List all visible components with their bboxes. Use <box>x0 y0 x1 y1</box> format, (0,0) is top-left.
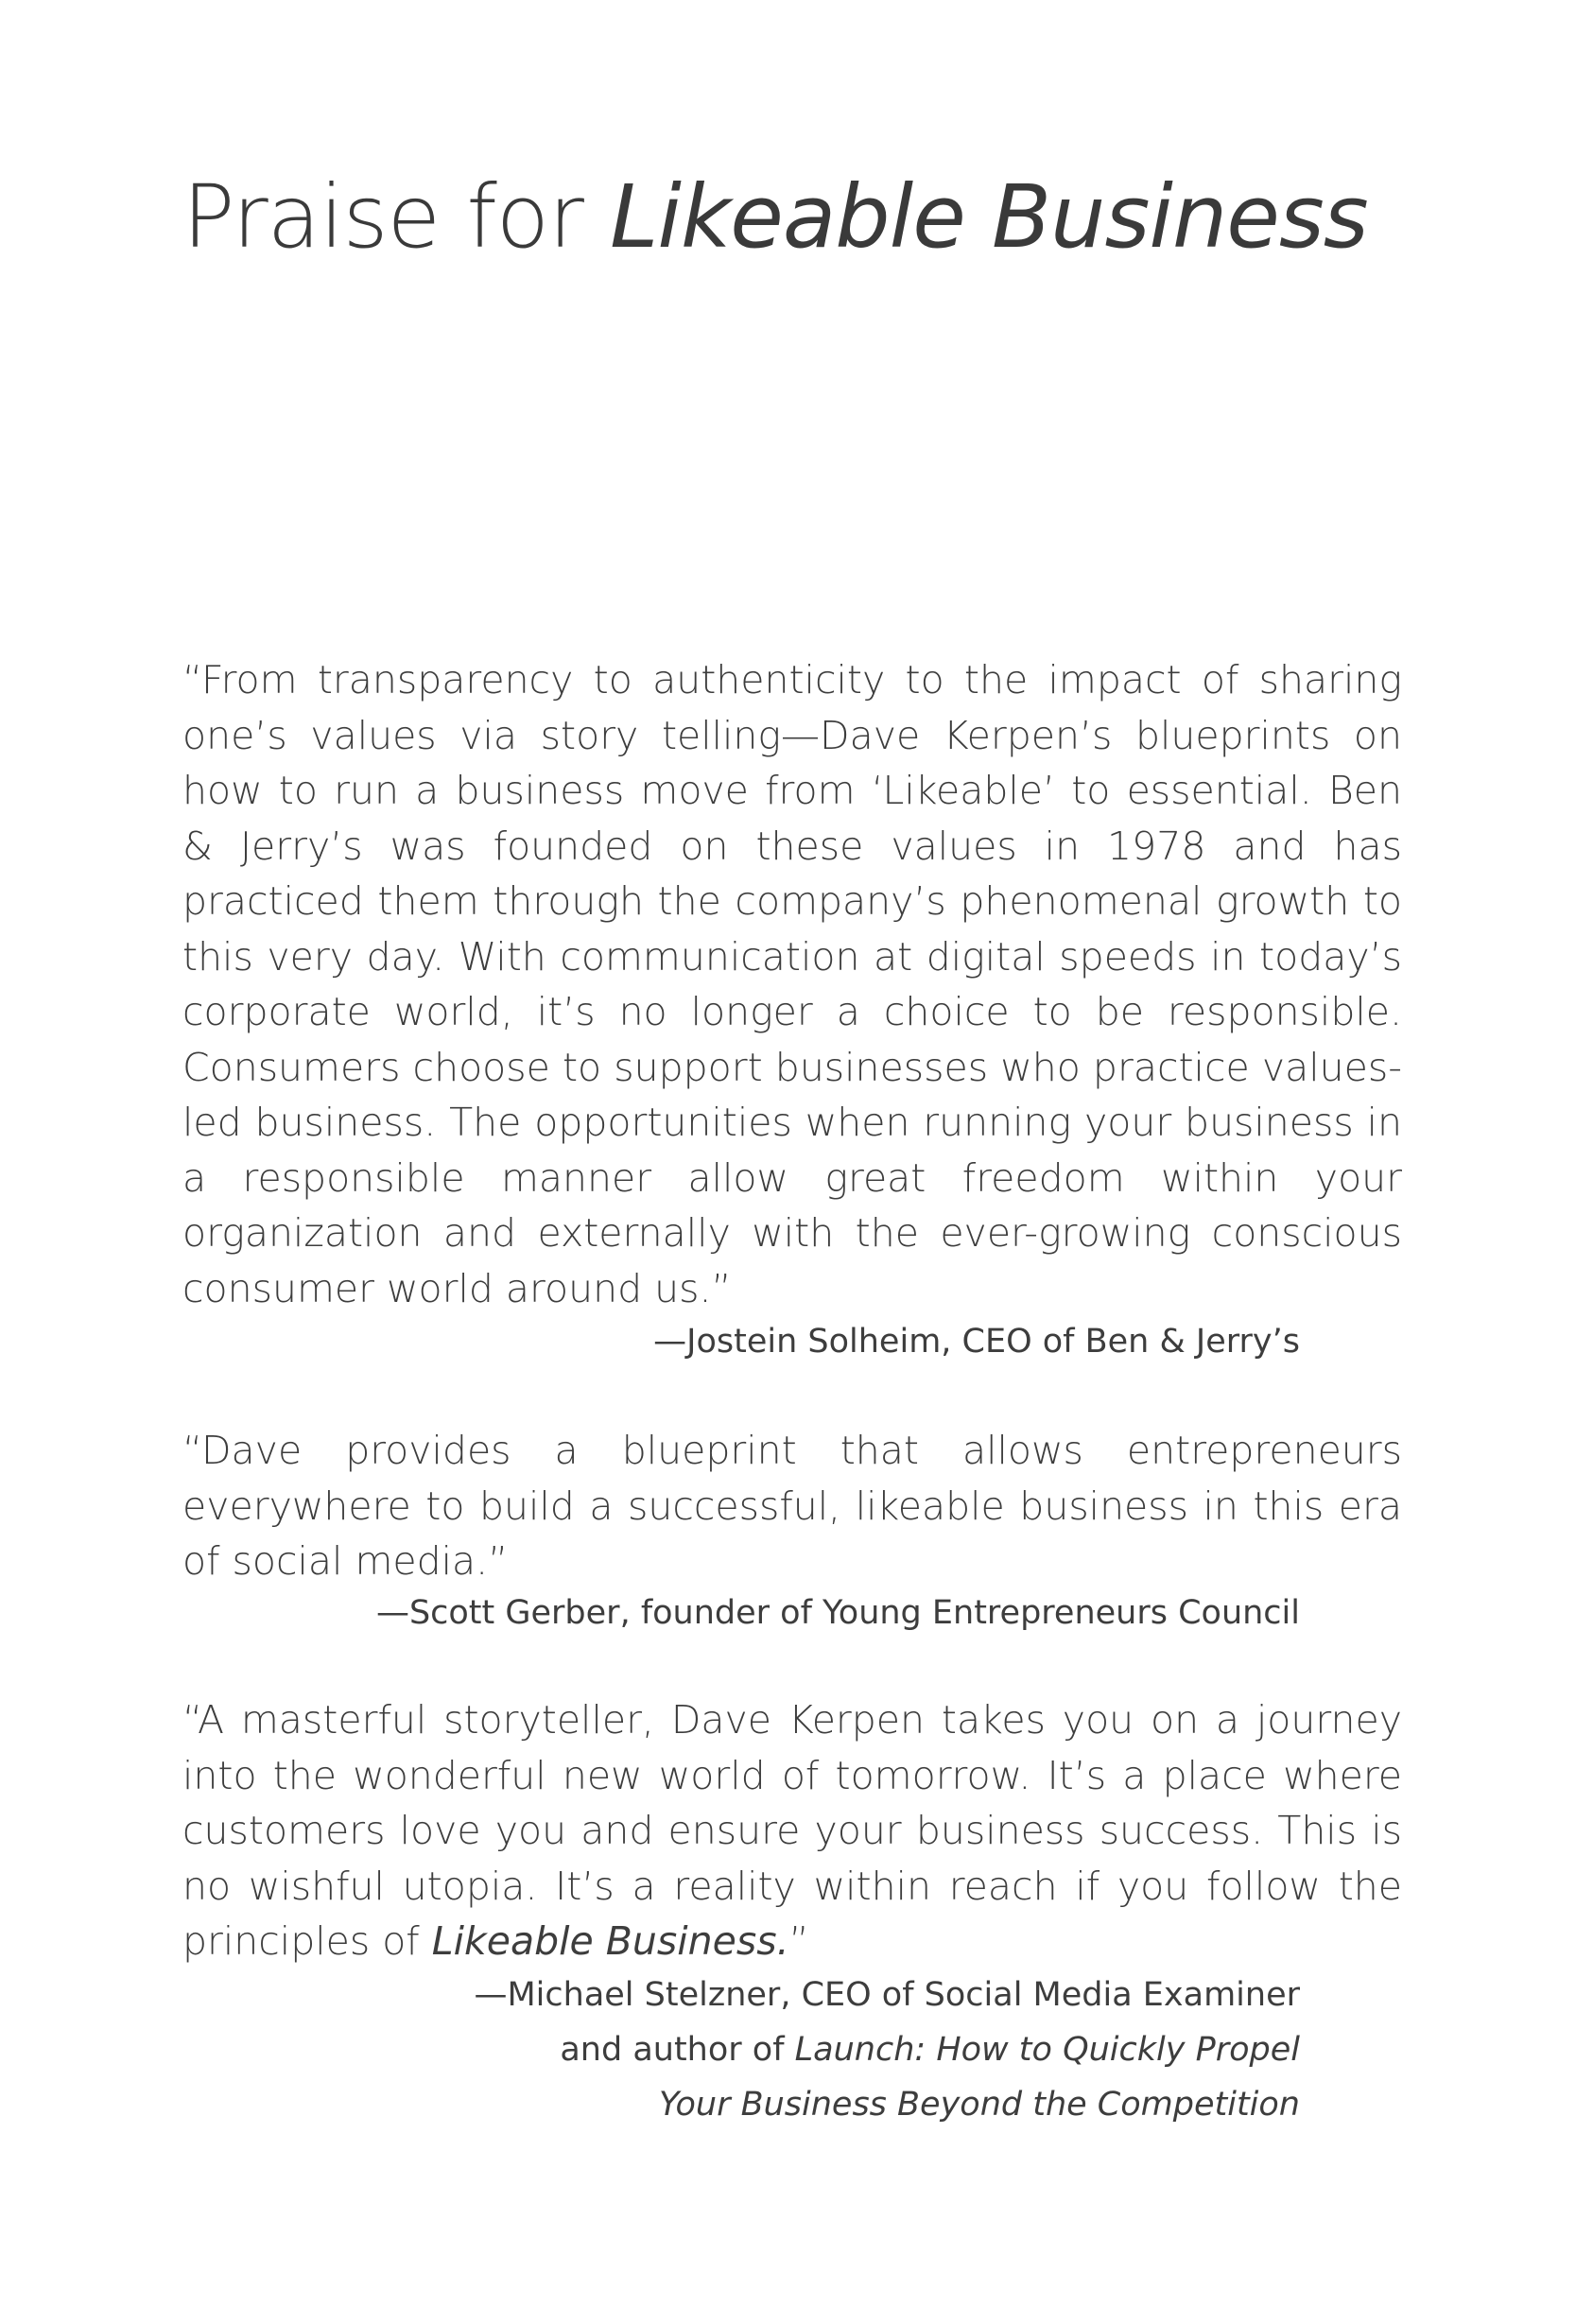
testimonial-book-title: Likeable Business. <box>431 1918 789 1964</box>
testimonial-text: “From transparency to authenticity to the impact of sharing one’s values via story telling—Dave Kerpen’s blueprints on how to run a business move from ‘Likeable’ to essential. Ben & Jerry’s was founded on these values in 1978 and has practiced them through the company’s phenomenal growth to this very day. With communication at digital speeds in today’s corporate world, it’s no longer a choice to be responsible. Consumers choose to support businesses who practice values-led business. The opportunities when running your business in a responsible manner allow great freedom within your organization and externally with the ever-growing conscious consumer world around us.” <box>182 657 1402 1311</box>
attribution-book-title-part-1: Launch: How to Quickly Propel <box>794 2030 1300 2069</box>
testimonial-closing-quote: ” <box>788 1918 809 1964</box>
testimonial-gerber <box>182 1423 1402 1640</box>
testimonial-solheim <box>182 652 1402 1369</box>
testimonial-stelzner <box>182 1692 1402 2132</box>
attribution-book-title-part-2: Your Business Beyond the Competition <box>658 2085 1300 2124</box>
testimonial-text: “Dave provides a blueprint that allows entrepreneurs everywhere to build a successful, likeable business in this era of social media.” <box>182 1428 1402 1584</box>
page-title-prefix: Praise for <box>182 166 611 268</box>
testimonial-text <box>182 1692 1402 1969</box>
page-title-book-name: Likeable Business <box>610 166 1368 268</box>
attribution-line-2-prefix: and author of <box>560 2030 795 2069</box>
page-title <box>182 161 1368 274</box>
testimonial-attribution: —Scott Gerber, founder of Young Entrepreneurs Council <box>375 1593 1300 1632</box>
attribution-line-1: —Michael Stelzner, CEO of Social Media Examiner <box>474 1975 1300 2014</box>
testimonial-attribution: —Jostein Solheim, CEO of Ben & Jerry’s <box>653 1323 1300 1361</box>
testimonial-attribution <box>182 1968 1402 2132</box>
testimonial-text-body: “A masterful storyteller, Dave Kerpen takes you on a journey into the wonderful new world of tomorrow. It’s a place where customers love you and ensure your business success. This is no wishful utopia. It’s a reality within reach if you follow the principles of <box>182 1697 1402 1964</box>
